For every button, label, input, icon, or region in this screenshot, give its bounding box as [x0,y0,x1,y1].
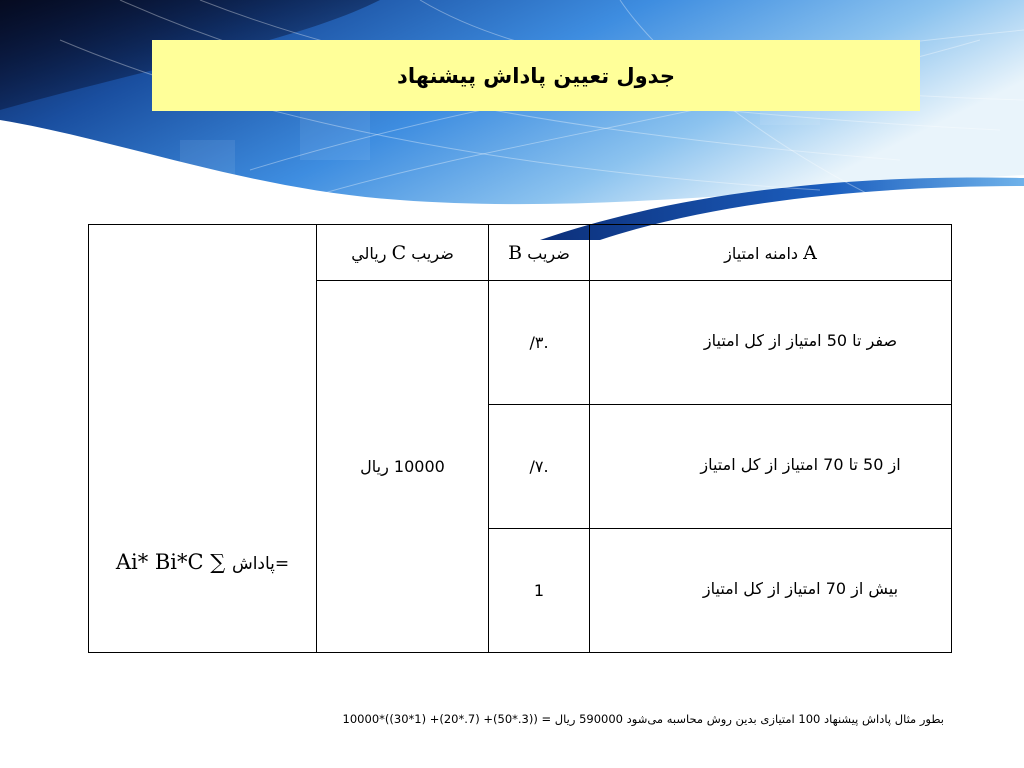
example-footnote: بطور مثال پاداش پیشنهاد 100 امتیازی بدین روش محاسبه می‌شود 590000 ریال = ((3.*50)+ (7.*20)+ (1*30))*10000 [342,712,944,726]
coef-cell [489,405,590,529]
header-a [590,225,952,281]
header-a-letter: A [803,241,817,264]
coef-value: /۷. [529,457,549,476]
range-value: از 50 تا 70 امتیاز از کل امتیاز [700,455,901,474]
header-c-letter: C [391,241,407,264]
formula-label: پاداش= [231,554,290,574]
header-b [489,225,590,281]
coef-value: 1 [533,581,545,600]
formula-cell [89,225,317,653]
range-value: صفر تا 50 امتیاز از کل امتیاز [703,331,898,350]
range-cell [590,529,952,653]
background-art [0,0,1024,240]
reward-table [88,224,952,653]
coef-cell [489,281,590,405]
range-value: بیش از 70 امتیاز از کل امتیاز [702,579,899,598]
c-value-cell [317,281,489,653]
coef-value: /۳. [529,333,549,352]
range-cell [590,281,952,405]
header-c [317,225,489,281]
formula-expression: Ai* Bi*C ∑ [115,550,226,574]
slide-title-box [152,40,920,111]
table-header-row [89,225,952,281]
coef-cell [489,529,590,653]
range-cell [590,405,952,529]
reward-formula [116,550,289,574]
header-b-letter: B [508,241,523,264]
header-c-suffix: ريالي [351,243,387,263]
header-c-label: ضريب [411,243,454,263]
c-value: 10000 ريال [360,457,445,476]
slide-title: جدول تعیین پاداش پیشنهاد [397,63,675,88]
header-a-label: دامنه امتیاز [724,243,799,263]
header-b-label: ضريب [527,243,570,263]
